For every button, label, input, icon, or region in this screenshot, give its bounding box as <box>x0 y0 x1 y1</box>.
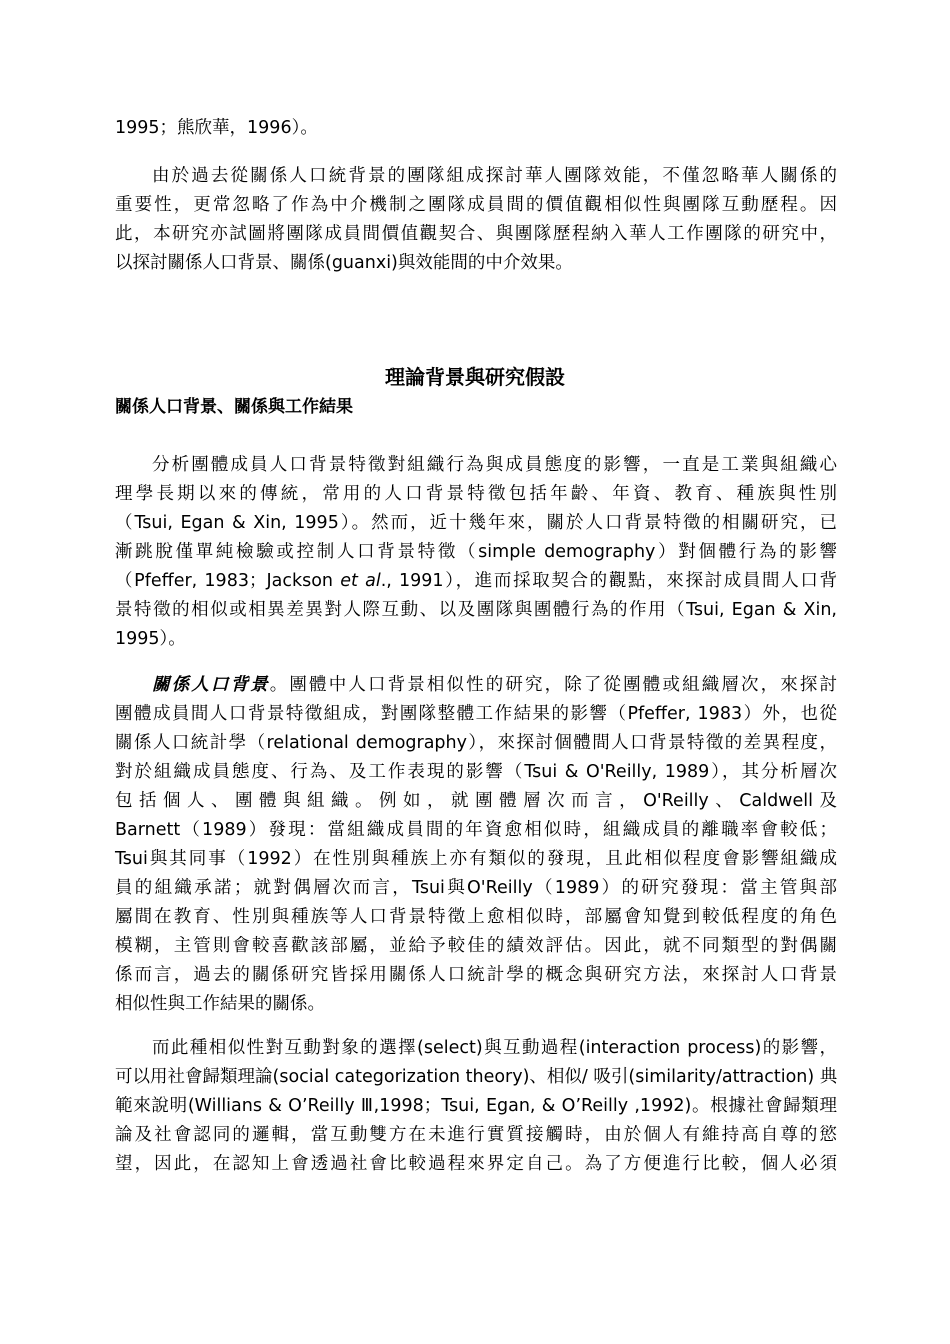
paragraph-continuation <box>115 114 837 143</box>
text-line: 1995；熊欣華，1996）。 <box>115 118 318 138</box>
paragraph-relational-demography <box>115 671 837 1019</box>
paragraph-demography-background <box>115 451 837 654</box>
text-line: 理學長期以來的傳統，常用的人口背景特徵包括年齡、年資、教育、種族與性別 <box>115 484 837 504</box>
subsection-title: 關係人口背景、關係與工作結果 <box>115 397 353 417</box>
text-fragment: （Pfeffer, 1983；Jackson <box>115 571 341 591</box>
text-fragment: 。團體中人口背景相似性的研究，除了從團體或組織層次，來探討 <box>269 675 838 695</box>
italic-text: et al <box>340 571 381 591</box>
text-line: 員的組織承諾；就對偶層次而言，Tsui與O'Reilly（1989）的研究發現：當主管與部 <box>115 878 837 898</box>
text-line: 以探討關係人口背景、關係(guanxi)與效能間的中介效果。 <box>115 253 573 273</box>
text-line: （Tsui, Egan & Xin, 1995）。然而，近十幾年來，關於人口背景特徵的相關研究，已 <box>115 513 837 533</box>
paragraph-intro-summary <box>115 162 837 278</box>
text-line: 漸跳脫僅單純檢驗或控制人口背景特徵（simple demography）對個體行為的影響 <box>115 542 837 562</box>
text-line: 相似性與工作結果的關係。 <box>115 994 325 1014</box>
text-line: 關係人口統計學（relational demography），來探討個體間人口背景特徵的差異程度， <box>115 733 837 753</box>
text-line: 係而言，過去的關係研究皆採用關係人口統計學的概念與研究方法，來探討人口背景 <box>115 965 837 985</box>
text-line: 望，因此，在認知上會透過社會比較過程來界定自己。為了方便進行比較，個人必須 <box>115 1154 837 1174</box>
text-line: 屬間在教育、性別與種族等人口背景特徵上愈相似時，部屬會知覺到較低程度的角色 <box>115 907 837 927</box>
text-line: 包括個人、團體與組織。例如，就團體層次而言，O'Reilly、Caldwell及 <box>115 791 837 811</box>
text-fragment: ., 1991），進而採取契合的觀點，來探討成員間人口背 <box>380 571 838 591</box>
text-line: 而此種相似性對互動對象的選擇(select)與互動過程(interaction process)的影響， <box>152 1038 837 1058</box>
text-line: 可以用社會歸類理論(social categorization theory)、相似/ 吸引(similarity/attraction) 典 <box>115 1067 838 1087</box>
text-line: 此，本研究亦試圖將團隊成員間價值觀契合、與團隊歷程納入華人工作團隊的研究中， <box>115 224 837 244</box>
text-line: 對於組織成員態度、行為、及工作表現的影響（Tsui & O'Reilly, 1989），其分析層次 <box>115 762 837 782</box>
emphasis-term: 關係人口背景 <box>152 675 270 695</box>
text-line: 由於過去從關係人口統背景的團隊組成探討華人團隊效能，不僅忽略華人關係的 <box>152 166 837 186</box>
text-line <box>115 567 837 596</box>
text-line: 分析團體成員人口背景特徵對組織行為與成員態度的影響，一直是工業與組織心 <box>152 455 837 475</box>
text-line <box>115 671 837 700</box>
text-line: 團體成員間人口背景特徵組成，對團隊整體工作結果的影響（Pfeffer, 1983）外，也從 <box>115 704 837 724</box>
section-title: 理論背景與研究假設 <box>385 365 565 389</box>
text-line: 景特徵的相似或相異差異對人際互動、以及團隊與團體行為的作用（Tsui, Egan & Xin, <box>115 600 837 620</box>
text-line: Tsui與其同事（1992）在性別與種族上亦有類似的發現，且此相似程度會影響組織成 <box>115 849 837 869</box>
text-line: 論及社會認同的邏輯，當互動雙方在未進行實質接觸時，由於個人有維持高自尊的慾 <box>115 1125 837 1145</box>
text-line: 模糊，主管則會較喜歡該部屬，並給予較佳的績效評估。因此，就不同類型的對偶關 <box>115 936 837 956</box>
text-line: Barnett（1989）發現：當組織成員間的年資愈相似時，組織成員的離職率會較低； <box>115 820 837 840</box>
text-line: 重要性，更常忽略了作為中介機制之團隊成員間的價值觀相似性與團隊互動歷程。因 <box>115 195 837 215</box>
text-line: 1995）。 <box>115 629 186 649</box>
paragraph-social-categorization <box>115 1034 837 1179</box>
text-line: 範來說明(Willians & O’Reilly Ⅲ,1998；Tsui, Egan, & O’Reilly ,1992)。根據社會歸類理 <box>115 1096 837 1116</box>
